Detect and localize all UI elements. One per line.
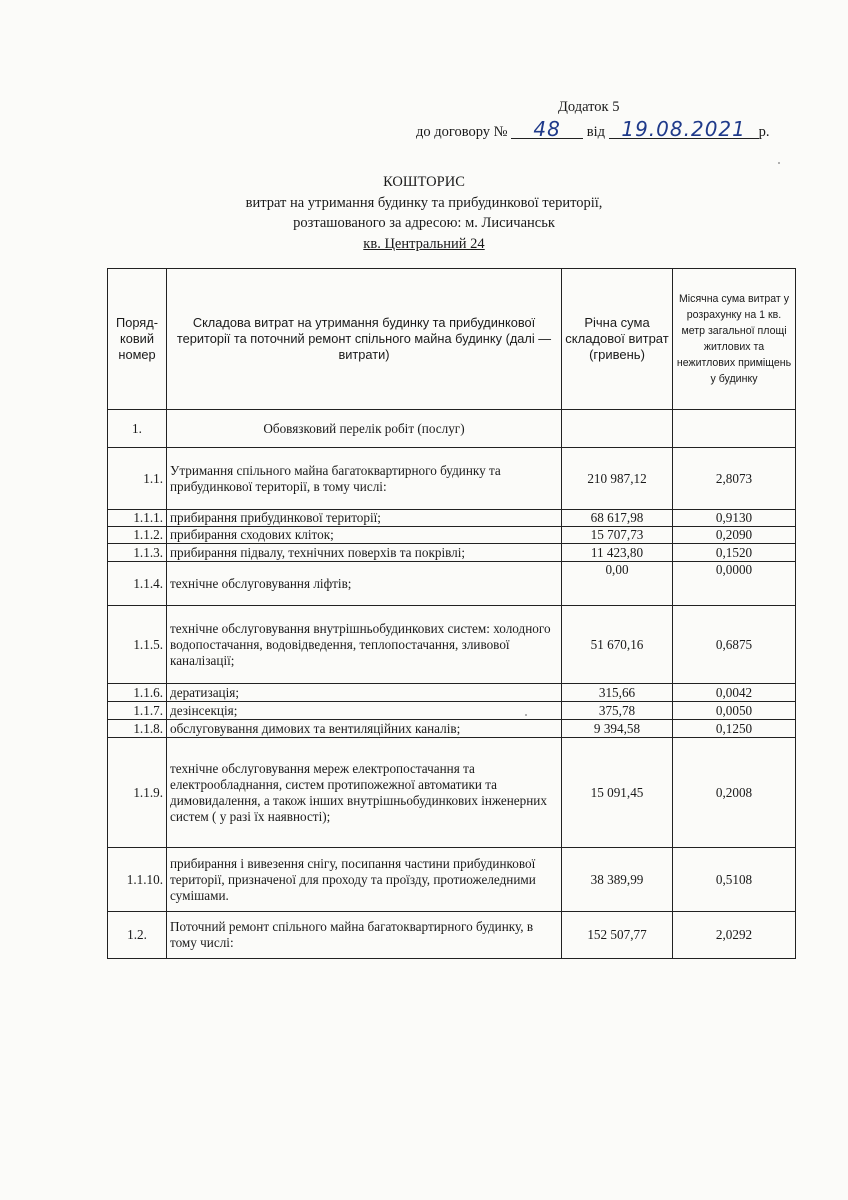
row-annual xyxy=(562,410,673,448)
row-monthly: 2,0292 xyxy=(673,912,796,959)
row-number: 1.1.6. xyxy=(108,684,167,702)
estimate-title: КОШТОРИС xyxy=(383,174,465,190)
row-description: дератизація; xyxy=(167,684,562,702)
row-description: Поточний ремонт спільного майна багатоквартирного будинку, в тому числі: xyxy=(167,912,562,959)
row-monthly: 0,1520 xyxy=(673,544,796,562)
row-description: прибирання підвалу, технічних поверхів та покрівлі; xyxy=(167,544,562,562)
header-col-number: Поряд-ковий номер xyxy=(108,269,167,410)
row-annual: 315,66 xyxy=(562,684,673,702)
row-number: 1.1.2. xyxy=(108,527,167,544)
header-col-description: Складова витрат на утримання будинку та прибудинкової території та поточний ремонт спільного майна будинку (далі — витрати) xyxy=(167,269,562,410)
row-annual: 152 507,77 xyxy=(562,912,673,959)
row-monthly: 0,5108 xyxy=(673,848,796,912)
row-annual: 0,00 xyxy=(562,562,673,606)
contract-number-handwritten: 48 xyxy=(511,120,583,139)
table-row xyxy=(108,606,796,684)
row-description: обслуговування димових та вентиляційних каналів; xyxy=(167,720,562,738)
table-row xyxy=(108,702,796,720)
row-number: 1.1.9. xyxy=(108,738,167,848)
row-number: 1.2. xyxy=(108,912,167,959)
row-annual: 15 091,45 xyxy=(562,738,673,848)
row-annual: 68 617,98 xyxy=(562,510,673,527)
row-description: технічне обслуговування внутрішньобудинкових систем: холодного водопостачання, водовідведення, теплопостачання, зливової каналізації; xyxy=(167,606,562,684)
row-number: 1.1. xyxy=(108,448,167,510)
row-annual: 15 707,73 xyxy=(562,527,673,544)
row-monthly xyxy=(673,410,796,448)
table-row xyxy=(108,738,796,848)
row-annual: 38 389,99 xyxy=(562,848,673,912)
table-row xyxy=(108,848,796,912)
row-monthly: 0,0042 xyxy=(673,684,796,702)
row-description: дезінсекція; xyxy=(167,702,562,720)
date-prefix: від xyxy=(586,124,605,140)
estimate-location: розташованого за адресою: м. Лисичанськ xyxy=(293,215,555,231)
estimate-address: кв. Центральний 24 xyxy=(363,235,485,252)
table-row xyxy=(108,562,796,606)
table-row xyxy=(108,410,796,448)
row-annual: 210 987,12 xyxy=(562,448,673,510)
contract-reference xyxy=(416,117,770,141)
row-monthly: 0,2008 xyxy=(673,738,796,848)
row-annual: 375,78 xyxy=(562,702,673,720)
table-header-row xyxy=(108,269,796,410)
date-suffix: р. xyxy=(758,124,770,140)
contract-prefix: до договору № xyxy=(416,124,508,140)
table-row xyxy=(108,912,796,959)
row-monthly: 0,2090 xyxy=(673,527,796,544)
row-description: прибирання і вивезення снігу, посипання частини прибудинкової території, призначеної для проходу та проїзду, протиожеледними сумішами. xyxy=(167,848,562,912)
estimate-heading xyxy=(0,172,848,254)
row-description: прибирання сходових кліток; xyxy=(167,527,562,544)
row-monthly: 2,8073 xyxy=(673,448,796,510)
header-col-annual: Річна сума складової витрат (гривень) xyxy=(562,269,673,410)
row-number: 1.1.3. xyxy=(108,544,167,562)
row-annual: 9 394,58 xyxy=(562,720,673,738)
table-row xyxy=(108,544,796,562)
row-number: 1.1.10. xyxy=(108,848,167,912)
table-row xyxy=(108,527,796,544)
row-annual: 11 423,80 xyxy=(562,544,673,562)
row-monthly: 0,1250 xyxy=(673,720,796,738)
row-monthly: 0,6875 xyxy=(673,606,796,684)
row-monthly: 0,9130 xyxy=(673,510,796,527)
row-number: 1.1.7. xyxy=(108,702,167,720)
row-description: прибирання прибудинкової території; xyxy=(167,510,562,527)
row-number: 1.1.5. xyxy=(108,606,167,684)
row-number: 1.1.8. xyxy=(108,720,167,738)
header-col-monthly: Місячна сума витрат у розрахунку на 1 кв. метр загальної площі житлових та нежитлових приміщень у будинку xyxy=(673,269,796,410)
scan-speck xyxy=(778,162,780,164)
row-number: 1.1.1. xyxy=(108,510,167,527)
estimate-table xyxy=(107,268,796,959)
row-description: технічне обслуговування ліфтів; xyxy=(167,562,562,606)
contract-date-handwritten: 19.08.2021 xyxy=(609,120,759,139)
row-number: 1. xyxy=(108,410,167,448)
row-number: 1.1.4. xyxy=(108,562,167,606)
row-monthly: 0,0050 xyxy=(673,702,796,720)
estimate-subtitle: витрат на утримання будинку та прибудинкової території, xyxy=(245,194,603,211)
table-row xyxy=(108,448,796,510)
scan-speck xyxy=(525,714,527,716)
row-description: технічне обслуговування мереж електропостачання та електрообладнання, систем протипожежної автоматики та димовидалення, а також інших внутрішньобудинкових інженерних систем ( у разі їх наявності); xyxy=(167,738,562,848)
annex-label: Додаток 5 xyxy=(558,99,620,115)
table-row xyxy=(108,684,796,702)
table-row xyxy=(108,510,796,527)
row-annual: 51 670,16 xyxy=(562,606,673,684)
table-row xyxy=(108,720,796,738)
row-monthly: 0,0000 xyxy=(673,562,796,606)
row-description: Утримання спільного майна багатоквартирного будинку та прибудинкової території, в тому числі: xyxy=(167,448,562,510)
row-description: Обовязковий перелік робіт (послуг) xyxy=(167,410,562,448)
